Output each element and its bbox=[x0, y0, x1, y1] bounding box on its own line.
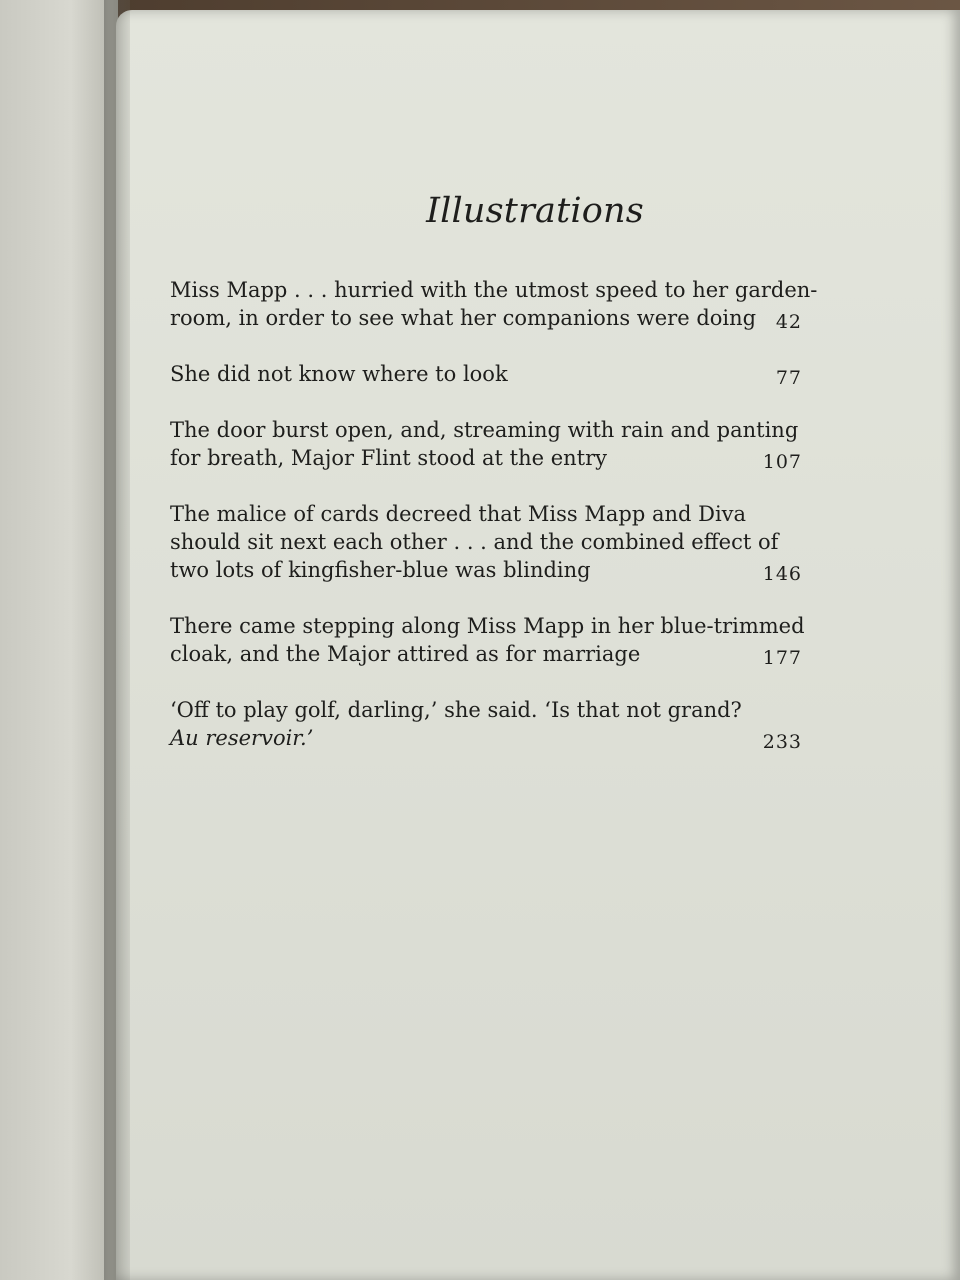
page-number: 177 bbox=[762, 647, 802, 669]
page-number: 146 bbox=[762, 563, 802, 585]
entry-caption-line: Au reservoir.’ bbox=[170, 726, 314, 750]
page-number: 77 bbox=[775, 367, 802, 389]
page-number: 42 bbox=[775, 311, 802, 333]
entry-caption-line: room, in order to see what her companions were doing bbox=[170, 306, 757, 330]
entry-caption-line: She did not know where to look bbox=[170, 362, 508, 386]
illustrations-list bbox=[170, 180, 818, 780]
entry-caption-line: The door burst open, and, streaming with rain and panting bbox=[170, 418, 799, 442]
illustration-entry bbox=[170, 416, 810, 472]
entry-caption-line: cloak, and the Major attired as for marriage bbox=[170, 642, 641, 666]
illustration-entry bbox=[170, 500, 810, 584]
illustration-entry bbox=[170, 360, 810, 388]
page-number: 107 bbox=[762, 451, 802, 473]
entry-caption-line: should sit next each other . . . and the combined effect of bbox=[170, 530, 779, 554]
left-page bbox=[0, 0, 118, 1280]
illustration-entry bbox=[170, 612, 810, 668]
entry-caption-line: for breath, Major Flint stood at the entry bbox=[170, 446, 608, 470]
illustration-entry bbox=[170, 276, 818, 333]
entry-caption-line: There came stepping along Miss Mapp in her blue-trimmed bbox=[170, 614, 805, 638]
illustration-entry bbox=[170, 696, 810, 752]
entry-caption-line: Miss Mapp . . . hurried with the utmost speed to her garden- bbox=[170, 278, 818, 302]
entry-caption-line: two lots of kingfisher-blue was blinding bbox=[170, 558, 591, 582]
book-gutter bbox=[104, 0, 130, 1280]
entry-caption-line: ‘Off to play golf, darling,’ she said. ‘Is that not grand? bbox=[170, 698, 742, 722]
entries bbox=[170, 276, 818, 753]
page-title: Illustrations bbox=[426, 191, 644, 231]
page-number: 233 bbox=[762, 731, 802, 753]
entry-caption-line: The malice of cards decreed that Miss Mapp and Diva bbox=[170, 502, 747, 526]
